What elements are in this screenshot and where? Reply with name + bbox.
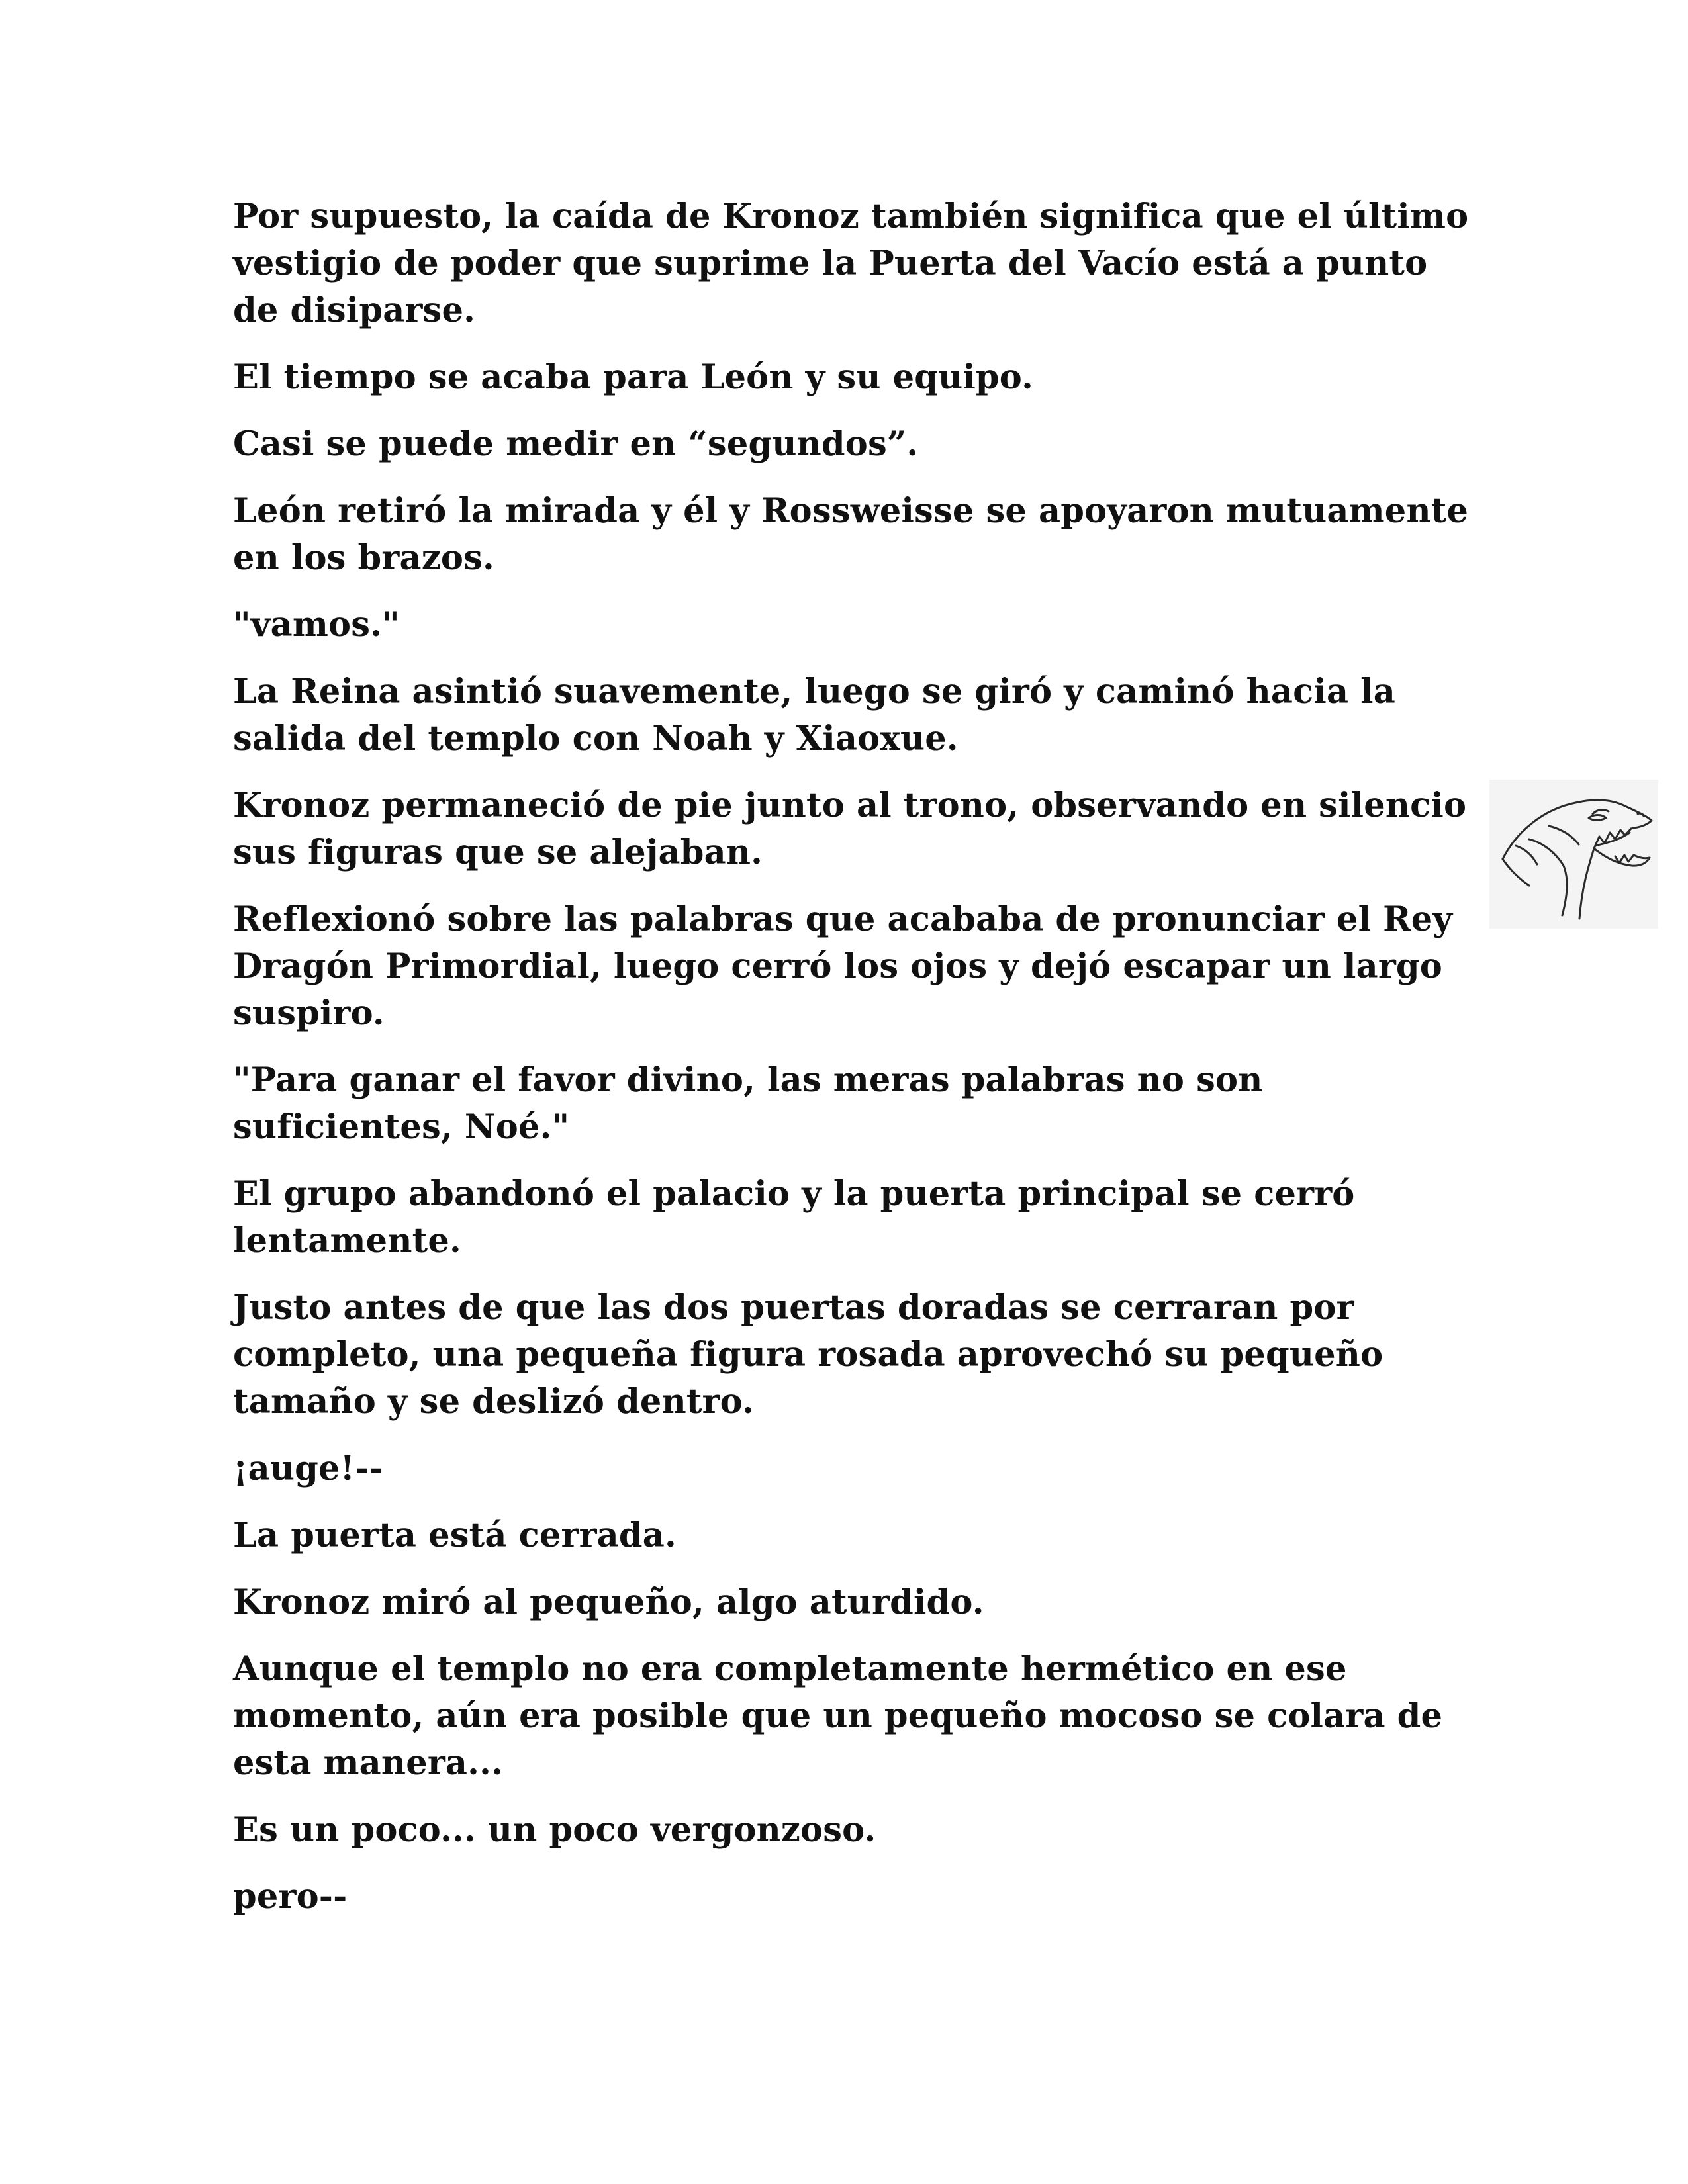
paragraph-12: ¡auge!-- xyxy=(233,1449,383,1488)
paragraph-7: Kronoz permaneció de pie junto al trono, observando en silencio sus figuras que se alejaban. xyxy=(233,786,1467,872)
paragraph-5: "vamos." xyxy=(233,605,400,645)
paragraph-13: La puerta está cerrada. xyxy=(233,1516,677,1555)
paragraph-4: León retiró la mirada y él y Rossweisse se apoyaron mutuamente en los brazos. xyxy=(233,491,1469,578)
paragraph-11: Justo antes de que las dos puertas doradas se cerraran por completo, una pequeña figura rosada aprovechó su pequeño tamaño y se deslizó dentro. xyxy=(233,1288,1383,1422)
dinosaur-sketch-icon xyxy=(1489,780,1658,929)
paragraph-8: Reflexionó sobre las palabras que acababa de pronunciar el Rey Dragón Primordial, luego cerró los ojos y dejó escapar un largo suspiro. xyxy=(233,899,1453,1033)
paragraph-9: "Para ganar el favor divino, las meras palabras no son suficientes, Noé." xyxy=(233,1060,1263,1147)
paragraph-6: La Reina asintió suavemente, luego se giró y caminó hacia la salida del templo con Noah y Xiaoxue. xyxy=(233,672,1395,758)
paragraph-17: pero-- xyxy=(233,1877,348,1917)
paragraph-16: Es un poco... un poco vergonzoso. xyxy=(233,1810,876,1850)
paragraph-14: Kronoz miró al pequeño, algo aturdido. xyxy=(233,1582,984,1622)
paragraph-3: Casi se puede medir en “segundos”. xyxy=(233,424,919,464)
document-body xyxy=(233,193,1471,1940)
paragraph-1: Por supuesto, la caída de Kronoz también significa que el último vestigio de poder que suprime la Puerta del Vacío está a punto de disiparse. xyxy=(233,197,1469,330)
paragraph-15: Aunque el templo no era completamente hermético en ese momento, aún era posible que un pequeño mocoso se colara de esta manera... xyxy=(233,1649,1443,1783)
paragraph-10: El grupo abandonó el palacio y la puerta principal se cerró lentamente. xyxy=(233,1174,1355,1261)
paragraph-2: El tiempo se acaba para León y su equipo. xyxy=(233,357,1034,397)
